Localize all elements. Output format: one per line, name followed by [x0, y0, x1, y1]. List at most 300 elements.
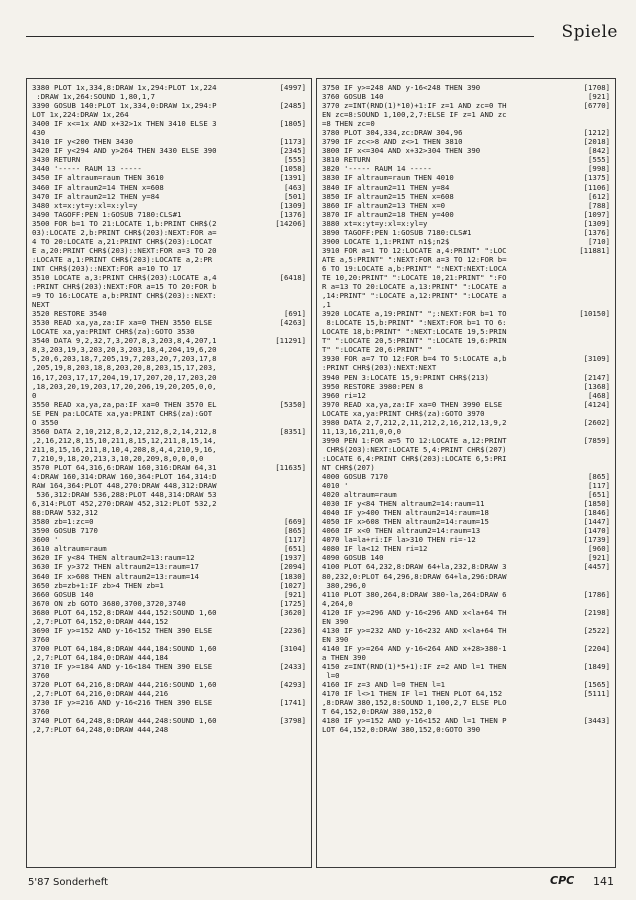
- code-text: 6 TO 19:LOCATE a,b:PRINT" ":NEXT:NEXT:LOCA: [322, 263, 507, 273]
- code-line: [32, 553, 306, 562]
- code-text: 0: [32, 390, 37, 400]
- checksum: [5111]: [583, 689, 610, 699]
- code-line: [322, 101, 610, 110]
- checksum: [4997]: [279, 83, 306, 92]
- code-line: [322, 599, 610, 608]
- checksum: [4457]: [583, 562, 610, 572]
- checksum: [1846]: [583, 508, 610, 518]
- code-text: 3680 PLOT 64,152,8:DRAW 444,152:SOUND 1,60: [32, 607, 217, 617]
- code-text: 80,232,0:PLOT 64,296,8:DRAW 64+la,296:DRAW: [322, 571, 507, 581]
- code-line: [32, 544, 306, 553]
- checksum: [960]: [588, 544, 610, 554]
- code-text: 4110 PLOT 380,264,8:DRAW 380-la,264:DRAW 6: [322, 589, 507, 599]
- code-text: LOT 64,152,0:DRAW 380,152,0:GOTO 390: [322, 725, 481, 735]
- code-text: 3500 FOR b=1 TO 21:LOCATE 1,b:PRINT CHR$(2: [32, 218, 217, 228]
- checksum: [2094]: [279, 562, 306, 572]
- code-line: [322, 436, 610, 445]
- code-text: 3610 altraum=raum: [32, 544, 107, 554]
- checksum: [921]: [588, 553, 610, 563]
- checksum: [865]: [588, 472, 610, 482]
- checksum: [1470]: [583, 526, 610, 536]
- code-text: 3460 IF altraum2=14 THEN x=608: [32, 182, 164, 192]
- magazine-logo: CPC: [550, 874, 575, 887]
- checksum: [865]: [284, 526, 306, 536]
- checksum: [1786]: [583, 589, 610, 599]
- code-text: 4150 z=INT(RND(1)*5+1):IF z=2 AND l=1 THEN: [322, 662, 507, 671]
- code-line: [322, 698, 610, 707]
- code-text: 3740 PLOT 64,248,8:DRAW 444,248:SOUND 1,60: [32, 716, 217, 726]
- code-text: ,2,7:PLOT 64,216,0:DRAW 444,216: [32, 689, 169, 699]
- code-line: [32, 137, 306, 146]
- code-text: 3520 RESTORE 3540: [32, 309, 107, 319]
- issue-label: 5'87 Sonderheft: [28, 877, 109, 888]
- code-line: [32, 517, 306, 526]
- code-text: 3960 ri=12: [322, 390, 366, 400]
- code-line: [322, 544, 610, 553]
- code-line: [322, 210, 610, 219]
- code-line: [32, 653, 306, 662]
- checksum: [463]: [284, 182, 306, 192]
- code-text: ,8:DRAW 380,152,8:SOUND 1,100,2,7 ELSE PLO: [322, 698, 507, 708]
- checksum: [1212]: [583, 128, 610, 138]
- code-line: [322, 662, 610, 671]
- code-text: a THEN 390: [322, 652, 366, 662]
- code-line: [32, 599, 306, 608]
- code-text: 4000 GOSUB 7170: [322, 472, 388, 482]
- code-text: 4180 IF y>=152 AND y-16<152 AND l=1 THEN P: [322, 716, 507, 726]
- code-line: [322, 535, 610, 544]
- code-line: [322, 110, 610, 119]
- code-line: [322, 526, 610, 535]
- code-text: 3660 GOSUB 140: [32, 589, 94, 599]
- code-text: 3550 READ xa,ya,za,pa:IF xa=0 THEN 3570 EL: [32, 399, 217, 409]
- code-line: [322, 273, 610, 282]
- code-text: 3770 z=INT(RND(1)*10)+1:IF z=1 AND zc=0 TH: [322, 101, 507, 111]
- code-line: [322, 83, 610, 92]
- code-line: [32, 192, 306, 201]
- code-line: [32, 671, 306, 680]
- checksum: [1937]: [279, 553, 306, 563]
- code-line: [322, 228, 610, 237]
- checksum: [11635]: [275, 462, 306, 472]
- code-line: [322, 454, 610, 463]
- code-text: 211,8,15,16,211,8,10,4,208,8,4,4,210,9,16,: [32, 444, 217, 454]
- code-text: O 3550: [32, 417, 59, 427]
- checksum: [669]: [284, 517, 306, 527]
- checksum: [1805]: [279, 119, 306, 129]
- checksum: [612]: [588, 191, 610, 201]
- code-line: [32, 336, 306, 345]
- code-line: [322, 345, 610, 354]
- code-line: [322, 255, 610, 264]
- code-text: :LOCATE a,1:PRINT CHR$(203):LOCATE a,2:PR: [32, 254, 213, 264]
- code-text: 4140 IF y>=264 AND y-16<264 AND x+28>380-1: [322, 643, 507, 653]
- code-line: [322, 309, 610, 318]
- code-line: [32, 725, 306, 734]
- checksum: [2198]: [583, 607, 610, 617]
- code-text: 3720 PLOT 64,216,8:DRAW 444,216:SOUND 1,60: [32, 680, 217, 690]
- code-line: [32, 635, 306, 644]
- code-text: 3560 DATA 2,10,212,8,2,12,212,8,2,14,212,8: [32, 426, 217, 436]
- code-line: [322, 581, 610, 590]
- checksum: [842]: [588, 146, 610, 156]
- code-text: 3760: [32, 707, 50, 717]
- code-line: [32, 228, 306, 237]
- code-text: 3800 IF x<=304 AND x+32>304 THEN 390: [322, 146, 481, 156]
- code-line: [322, 653, 610, 662]
- checksum: [8351]: [279, 426, 306, 436]
- code-text: :DRAW 1x,264:SOUND 1,80,1,7: [32, 92, 156, 102]
- code-text: 430: [32, 128, 46, 138]
- code-text: 4,264,0: [322, 598, 353, 608]
- code-line: [32, 644, 306, 653]
- code-text: 3880 xt=x:yt=y:xl=x:yl=y: [322, 218, 428, 228]
- checksum: [117]: [588, 481, 610, 491]
- code-line: [32, 454, 306, 463]
- code-text: 3760 GOSUB 140: [322, 92, 384, 102]
- checksum: [555]: [588, 155, 610, 165]
- code-line: [32, 590, 306, 599]
- checksum: [4124]: [583, 399, 610, 409]
- checksum: [555]: [284, 155, 306, 165]
- code-text: 3840 IF altraum2=11 THEN y=84: [322, 182, 450, 192]
- code-text: 3920 LOCATE a,19:PRINT" ";:NEXT:FOR b=1 TO: [322, 309, 507, 319]
- code-text: :PRINT CHR$(203):NEXT:NEXT: [322, 363, 437, 373]
- code-text: 3850 IF altraum2=15 THEN x=608: [322, 191, 454, 201]
- checksum: [4293]: [279, 680, 306, 690]
- checksum: [1725]: [279, 598, 306, 608]
- code-text: 3860 IF altraum2=13 THEN x=0: [322, 200, 446, 210]
- code-text: 3640 IF x>608 THEN altraum2=13:raum=14: [32, 571, 199, 581]
- checksum: [6770]: [583, 101, 610, 111]
- code-line: [322, 626, 610, 635]
- code-text: R a=13 TO 20:LOCATE a,13:PRINT" ":LOCATE a: [322, 282, 507, 292]
- code-line: [32, 445, 306, 454]
- code-line: [322, 264, 610, 273]
- code-line: [322, 155, 610, 164]
- code-line: [322, 517, 610, 526]
- code-line: [32, 210, 306, 219]
- code-text: 4010 ': [322, 481, 349, 491]
- code-line: [322, 246, 610, 255]
- code-line: [32, 155, 306, 164]
- code-text: 4100 PLOT 64,232,8:DRAW 64+la,232,8:DRAW 3: [322, 562, 507, 572]
- code-line: [32, 707, 306, 716]
- checksum: [6418]: [279, 272, 306, 282]
- code-line: [32, 617, 306, 626]
- code-line: [322, 409, 610, 418]
- listing-column-right: [316, 78, 616, 868]
- code-line: [32, 626, 306, 635]
- code-line: [322, 300, 610, 309]
- code-text: 3510 LOCATE a,3:PRINT CHR$(203):LOCATE a,4: [32, 272, 217, 282]
- code-text: LOCATE 18,b:PRINT" ":NEXT:LOCATE 19,5:PRIN: [322, 327, 507, 337]
- checksum: [501]: [284, 191, 306, 201]
- code-line: [322, 418, 610, 427]
- code-line: [32, 255, 306, 264]
- code-text: 4080 IF la<12 THEN ri=12: [322, 544, 428, 554]
- code-text: 3410 IF y<200 THEN 3430: [32, 137, 134, 147]
- checksum: [1368]: [583, 381, 610, 391]
- code-line: [32, 499, 306, 508]
- code-line: [322, 391, 610, 400]
- code-line: [322, 146, 610, 155]
- code-text: 3910 FOR a=1 TO 12:LOCATE a,4:PRINT" ":LOC: [322, 245, 507, 255]
- checksum: [1830]: [279, 571, 306, 581]
- code-text: 3450 IF altraum=raum THEN 3610: [32, 173, 164, 183]
- code-text: 3700 PLOT 64,184,8:DRAW 444,184:SOUND 1,60: [32, 643, 217, 653]
- code-line: [322, 373, 610, 382]
- code-line: [322, 608, 610, 617]
- code-line: [322, 192, 610, 201]
- code-line: [32, 572, 306, 581]
- code-line: [322, 635, 610, 644]
- code-text: 3900 LOCATE 1,1:PRINT n1$;n2$: [322, 236, 450, 246]
- code-line: [322, 445, 610, 454]
- code-line: [322, 508, 610, 517]
- code-line: [32, 128, 306, 137]
- listing-column-left: [26, 78, 312, 868]
- code-line: [32, 581, 306, 590]
- checksum: [2204]: [583, 643, 610, 653]
- code-line: [322, 282, 610, 291]
- code-text: 3430 RETURN: [32, 155, 81, 165]
- code-line: [322, 164, 610, 173]
- checksum: [468]: [588, 390, 610, 400]
- code-line: [32, 146, 306, 155]
- code-text: 7,210,9,18,20,213,3,10,20,209,8,0,0,0,0: [32, 453, 204, 463]
- code-line: [32, 345, 306, 354]
- code-line: [322, 237, 610, 246]
- code-text: 3990 PEN 1:FOR a=5 TO 12:LOCATE a,12:PRINT: [322, 435, 507, 445]
- code-text: E a,20:PRINT CHR$(203)::NEXT:FOR a=3 TO 20: [32, 245, 217, 255]
- code-line: [32, 608, 306, 617]
- code-line: [32, 418, 306, 427]
- code-line: [32, 110, 306, 119]
- code-line: [32, 463, 306, 472]
- code-line: [32, 391, 306, 400]
- code-text: 4050 IF x>608 THEN altraum2=14:raum=15: [322, 517, 489, 527]
- code-line: [322, 725, 610, 734]
- code-line: [322, 119, 610, 128]
- checksum: [691]: [284, 309, 306, 319]
- code-text: NEXT: [32, 300, 50, 310]
- code-text: ,1: [322, 300, 331, 310]
- code-text: INT CHR$(203)::NEXT:FOR a=10 TO 17: [32, 263, 182, 273]
- code-text: 4070 la=la+ri:IF la>310 THEN ri=-12: [322, 535, 476, 545]
- code-text: l=0: [322, 671, 340, 681]
- code-line: [322, 327, 610, 336]
- code-text: EN zc=8:SOUND 1,100,2,7:ELSE IF z=1 AND zc: [322, 110, 507, 120]
- code-text: 3490 TAGOFF:PEN 1:GOSUB 7180:CLS#1: [32, 209, 182, 219]
- checksum: [651]: [588, 490, 610, 500]
- code-line: [32, 354, 306, 363]
- code-line: [32, 291, 306, 300]
- code-line: [322, 291, 610, 300]
- code-text: ,2,7:PLOT 64,248,0:DRAW 444,248: [32, 725, 169, 735]
- code-text: 3390 GOSUB 140:PLOT 1x,334,0:DRAW 1x,294:P: [32, 101, 217, 111]
- code-line: [32, 318, 306, 327]
- checksum: [710]: [588, 236, 610, 246]
- code-line: [322, 354, 610, 363]
- code-text: 3540 DATA 9,2,32,7,3,207,8,3,203,8,4,207,1: [32, 336, 217, 346]
- code-line: [322, 201, 610, 210]
- code-line: [32, 273, 306, 282]
- code-line: [32, 201, 306, 210]
- checksum: [3620]: [279, 607, 306, 617]
- code-text: 3650 zb=zb+1:IF zb>4 THEN zb=1: [32, 580, 164, 590]
- code-line: [322, 572, 610, 581]
- checksum: [3798]: [279, 716, 306, 726]
- code-line: [322, 553, 610, 562]
- checksum: [1708]: [583, 83, 610, 92]
- code-line: [322, 336, 610, 345]
- code-line: [322, 671, 610, 680]
- code-line: [32, 535, 306, 544]
- code-line: [32, 164, 306, 173]
- code-line: [322, 427, 610, 436]
- code-text: 3630 IF y>372 THEN altraum2=13:raum=17: [32, 562, 199, 572]
- checksum: [1739]: [583, 535, 610, 545]
- code-line: [32, 662, 306, 671]
- code-text: 6,314:PLOT 452,270:DRAW 452,312:PLOT 532,2: [32, 499, 217, 509]
- code-line: [32, 689, 306, 698]
- checksum: [11881]: [579, 245, 610, 255]
- code-text: ,205,19,8,203,18,8,203,20,8,203,15,17,203,: [32, 363, 217, 373]
- code-line: [32, 400, 306, 409]
- checksum: [1849]: [583, 662, 610, 671]
- code-text: 3950 RESTORE 3980:PEN 8: [322, 381, 424, 391]
- code-text: EN 390: [322, 634, 349, 644]
- code-text: TE 10,20:PRINT" ":LOCATE 10,21:PRINT" ":FO: [322, 272, 507, 282]
- code-text: ,2,7:PLOT 64,152,0:DRAW 444,152: [32, 616, 169, 626]
- code-text: SE PEN pa:LOCATE xa,ya:PRINT CHR$(za):GOT: [32, 408, 213, 418]
- code-text: T" ":LOCATE 20,5:PRINT" ":LOCATE 19,6:PRIN: [322, 336, 507, 346]
- code-line: [32, 562, 306, 571]
- code-text: T" ":LOCATE 20,6:PRINT" ": [322, 345, 432, 355]
- code-text: 4 TO 20:LOCATE a,21:PRINT CHR$(203):LOCAT: [32, 236, 213, 246]
- code-text: NT CHR$(207): [322, 462, 375, 472]
- code-text: 3380 PLOT 1x,334,8:DRAW 1x,294:PLOT 1x,224: [32, 83, 217, 92]
- code-text: 88:DRAW 532,312: [32, 508, 98, 518]
- checksum: [1376]: [583, 227, 610, 237]
- code-text: 8:LOCATE 15,b:PRINT" ":NEXT:FOR b=1 TO 6:: [322, 318, 507, 328]
- code-text: 3590 GOSUB 7170: [32, 526, 98, 536]
- code-line: [322, 499, 610, 508]
- code-line: [322, 490, 610, 499]
- section-title: Spiele: [561, 22, 618, 42]
- code-text: RAW 164,364:PLOT 448,270:DRAW 448,312:DRAW: [32, 481, 217, 491]
- checksum: [1391]: [279, 173, 306, 183]
- code-line: [32, 83, 306, 92]
- code-line: [32, 436, 306, 445]
- code-line: [32, 300, 306, 309]
- code-text: 3830 IF altraum=raum THEN 4010: [322, 173, 454, 183]
- code-line: [322, 680, 610, 689]
- checksum: [3443]: [583, 716, 610, 726]
- code-text: 3750 IF y>=248 AND y-16<248 THEN 390: [322, 83, 481, 92]
- code-text: EN 390: [322, 616, 349, 626]
- code-line: [32, 698, 306, 707]
- code-line: [322, 382, 610, 391]
- code-text: 3710 IF y>=184 AND y-16<184 THEN 390 ELSE: [32, 662, 213, 671]
- code-line: [32, 219, 306, 228]
- code-text: ,2,7:PLOT 64,184,0:DRAW 444,184: [32, 652, 169, 662]
- code-text: 3970 READ xa,ya,za:IF xa=0 THEN 3990 ELSE: [322, 399, 503, 409]
- code-text: 5,20,6,203,18,7,205,19,7,203,20,7,203,17,8: [32, 354, 217, 364]
- code-text: 4030 IF y<84 THEN altraum2=14:raum=11: [322, 499, 485, 509]
- checksum: [1309]: [583, 218, 610, 228]
- code-line: [322, 137, 610, 146]
- code-line: [32, 472, 306, 481]
- code-text: 4:DRAW 160,314:DRAW 160,364:PLOT 164,314:D: [32, 472, 217, 482]
- page-number: 141: [593, 875, 614, 888]
- code-line: [32, 101, 306, 110]
- code-text: LOCATE xa,ya:PRINT CHR$(za):GOTO 3530: [32, 327, 195, 337]
- checksum: [921]: [284, 589, 306, 599]
- code-text: 3730 IF y>=216 AND y-16<216 THEN 390 ELSE: [32, 698, 213, 708]
- checksum: [998]: [588, 164, 610, 174]
- code-text: 3400 IF x<=1x AND x+32>1x THEN 3410 ELSE 3: [32, 119, 217, 129]
- checksum: [788]: [588, 200, 610, 210]
- code-text: 3690 IF y>=152 AND y-16<152 THEN 390 ELSE: [32, 625, 213, 635]
- code-text: 3930 FOR a=7 TO 12:FOR b=4 TO 5:LOCATE a,b: [322, 354, 507, 364]
- code-text: =8 THEN zc=0: [322, 119, 375, 129]
- code-text: 4120 IF y>=296 AND y-16<296 AND x<la+64 TH: [322, 607, 507, 617]
- code-text: =9 TO 16:LOCATE a,b:PRINT CHR$(203)::NEXT:: [32, 291, 217, 301]
- code-line: [32, 526, 306, 535]
- checksum: [1106]: [583, 182, 610, 192]
- checksum: [1850]: [583, 499, 610, 509]
- checksum: [1027]: [279, 580, 306, 590]
- code-line: [32, 282, 306, 291]
- checksum: [7859]: [583, 435, 610, 445]
- code-line: [322, 481, 610, 490]
- code-text: :PRINT CHR$(203):NEXT:FOR a=15 TO 20:FOR b: [32, 282, 217, 292]
- checksum: [3109]: [583, 354, 610, 364]
- code-line: [322, 363, 610, 372]
- checksum: [1447]: [583, 517, 610, 527]
- code-text: 3580 zb=1:zc=0: [32, 517, 94, 527]
- code-line: [32, 246, 306, 255]
- checksum: [1173]: [279, 137, 306, 147]
- checksum: [1309]: [279, 200, 306, 210]
- code-text: 3790 IF zc<>8 AND z<>1 THEN 3810: [322, 137, 463, 147]
- code-line: [322, 617, 610, 626]
- checksum: [11291]: [275, 336, 306, 346]
- code-text: 3870 IF altraum2=18 THEN y=400: [322, 209, 454, 219]
- code-line: [322, 590, 610, 599]
- code-text: 4060 IF x<0 THEN altraum2=14:raum=13: [322, 526, 481, 536]
- code-text: 3820 '----- RAUM 14 -----: [322, 164, 432, 174]
- code-text: 3780 PLOT 304,334,zc:DRAW 304,96: [322, 128, 463, 138]
- code-text: 3480 xt=x:yt=y:xl=x:yl=y: [32, 200, 138, 210]
- code-text: 3810 RETURN: [322, 155, 371, 165]
- code-line: [32, 382, 306, 391]
- code-text: 8,3,203,19,3,203,20,3,203,18,4,204,19,6,20: [32, 345, 217, 355]
- checksum: [921]: [588, 92, 610, 102]
- code-line: [32, 309, 306, 318]
- code-text: 3760: [32, 671, 50, 681]
- code-line: [322, 128, 610, 137]
- checksum: [2602]: [583, 417, 610, 427]
- code-text: 4130 IF y>=232 AND y-16<232 AND x<la+64 TH: [322, 625, 507, 635]
- code-line: [32, 427, 306, 436]
- code-line: [322, 219, 610, 228]
- code-line: [32, 481, 306, 490]
- code-text: 3470 IF altraum2=12 THEN y=84: [32, 191, 160, 201]
- code-text: 4170 IF l<>1 THEN IF l=1 THEN PLOT 64,152: [322, 689, 503, 699]
